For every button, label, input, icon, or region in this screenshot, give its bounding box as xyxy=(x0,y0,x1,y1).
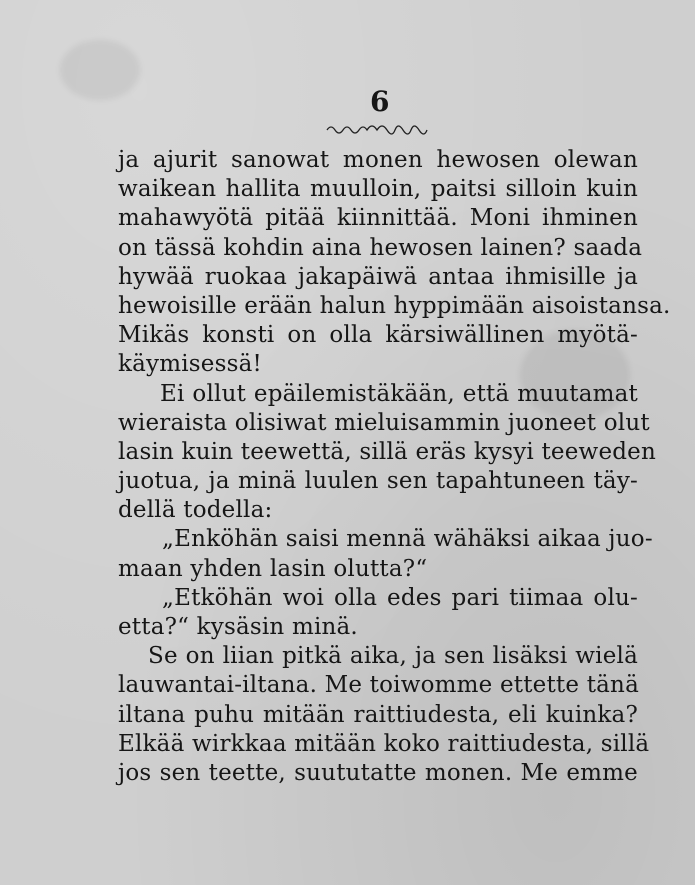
text-line: „Enköhän saisi mennä wähäksi aikaa juo- xyxy=(162,526,653,553)
body-text xyxy=(118,146,671,788)
page-number: 6 xyxy=(370,85,390,118)
text-line: jos sen teette, suututatte monen. Me emme xyxy=(118,759,638,786)
paper-stain xyxy=(60,40,140,100)
text-line: Mikäs konsti on olla kärsiwällinen myötä- xyxy=(118,322,638,349)
text-line: Ei ollut epäilemistäkään, että muutamat xyxy=(160,380,638,407)
text-line: iltana puhu mitään raittiudesta, eli kuinka? xyxy=(118,701,638,728)
wavy-ornament-icon xyxy=(325,121,429,135)
text-line: ja ajurit sanowat monen hewosen olewan xyxy=(118,147,638,173)
text-line: wieraista olisiwat mieluisammin juoneet olut xyxy=(118,409,650,436)
text-line: „Etköhän woi olla edes pari tiimaa olu- xyxy=(162,584,638,611)
text-line: Elkää wirkkaa mitään koko raittiudesta, sillä xyxy=(118,730,650,757)
text-line: juotua, ja minä luulen sen tapahtuneen täy- xyxy=(118,468,638,495)
text-line: dellä todella: xyxy=(118,497,273,524)
text-line: waikean hallita muulloin, paitsi silloin kuin xyxy=(118,176,638,203)
text-line: etta?“ kysäsin minä. xyxy=(118,614,358,640)
text-line: on tässä kohdin aina hewosen lainen? saada xyxy=(118,234,643,261)
text-line: Se on liian pitkä aika, ja sen lisäksi wielä xyxy=(148,643,638,670)
text-line: hewoisille erään halun hyppimään aisoistansa. xyxy=(118,292,671,319)
text-line: mahawyötä pitää kiinnittää. Moni ihminen xyxy=(118,205,638,232)
text-line: lasin kuin teewettä, sillä eräs kysyi teeweden xyxy=(118,438,656,465)
text-line: maan yhden lasin olutta?“ xyxy=(118,555,428,582)
text-line: lauwantai-iltana. Me toiwomme ettette tänä xyxy=(118,672,639,699)
text-line: käymisessä! xyxy=(118,351,262,378)
text-line: hywää ruokaa jakapäiwä antaa ihmisille ja xyxy=(118,263,638,290)
